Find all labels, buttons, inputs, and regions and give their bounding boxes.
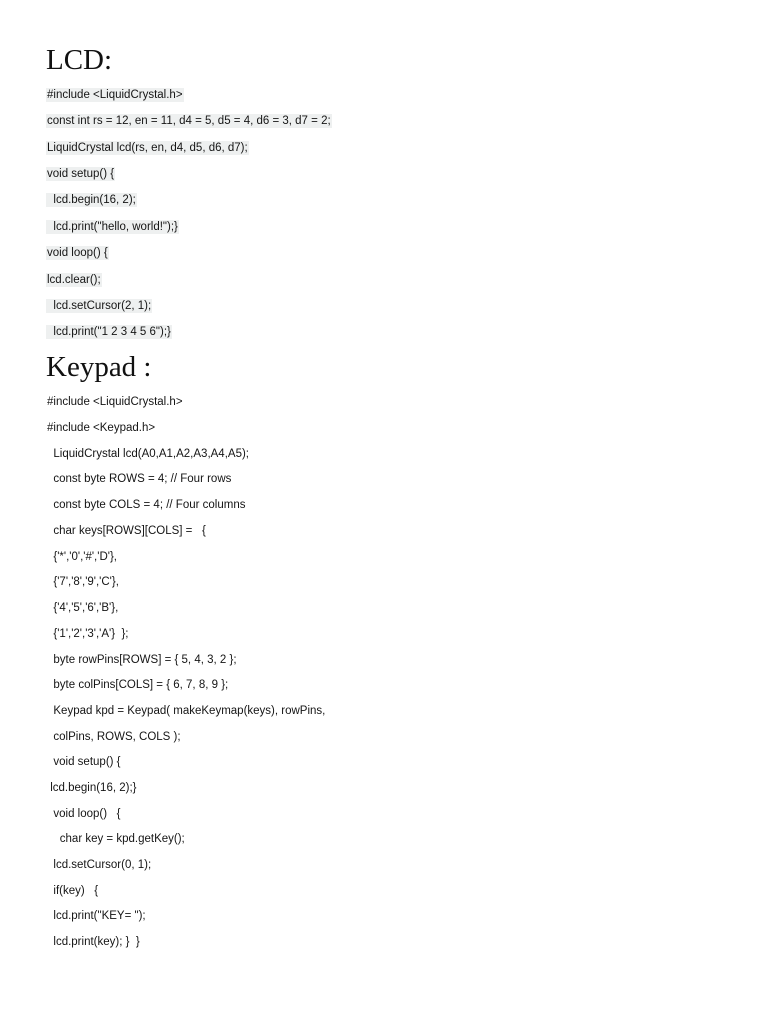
keypad-code-line: #include <Keypad.h> [47, 422, 156, 434]
lcd-code-line: lcd.clear(); [47, 274, 101, 286]
keypad-code-line: lcd.print("KEY= "); [47, 910, 146, 922]
keypad-code-line: {'7','8','9','C'}, [47, 576, 119, 588]
keypad-code-line: #include <LiquidCrystal.h> [47, 396, 183, 408]
keypad-code-line: byte colPins[COLS] = { 6, 7, 8, 9 }; [47, 679, 229, 691]
lcd-code-line: LiquidCrystal lcd(rs, en, d4, d5, d6, d7); [47, 142, 248, 154]
keypad-code-line: byte rowPins[ROWS] = { 5, 4, 3, 2 }; [47, 654, 237, 666]
keypad-code-line: LiquidCrystal lcd(A0,A1,A2,A3,A4,A5); [47, 448, 249, 460]
keypad-code-line: const byte ROWS = 4; // Four rows [47, 473, 232, 485]
keypad-code-line: char keys[ROWS][COLS] = { [47, 525, 206, 537]
keypad-code-line: lcd.begin(16, 2);} [47, 782, 137, 794]
keypad-code-line: {'1','2','3','A'} }; [47, 628, 129, 640]
keypad-code-line: lcd.setCursor(0, 1); [47, 859, 152, 871]
keypad-code-line: char key = kpd.getKey(); [47, 833, 185, 845]
keypad-code-line: Keypad kpd = Keypad( makeKeymap(keys), rowPins, [47, 705, 326, 717]
lcd-code-line: const int rs = 12, en = 11, d4 = 5, d5 = 4, d6 = 3, d7 = 2; [47, 115, 331, 127]
lcd-code-line: void loop() { [47, 247, 108, 259]
lcd-code-line: lcd.print("hello, world!");} [47, 221, 178, 233]
keypad-code-line: {'4','5','6','B'}, [47, 602, 119, 614]
lcd-heading: LCD: [46, 44, 113, 76]
lcd-code-line: lcd.setCursor(2, 1); [47, 300, 152, 312]
lcd-code-line: lcd.print("1 2 3 4 5 6");} [47, 326, 171, 338]
keypad-code-line: void setup() { [47, 756, 121, 768]
keypad-code-line: {'*','0','#','D'}, [47, 551, 117, 563]
keypad-code-line: const byte COLS = 4; // Four columns [47, 499, 246, 511]
keypad-code-line: void loop() { [47, 808, 121, 820]
lcd-code-line: #include <LiquidCrystal.h> [47, 89, 183, 101]
keypad-code-line: colPins, ROWS, COLS ); [47, 731, 181, 743]
lcd-code-line: void setup() { [47, 168, 115, 180]
keypad-code-line: lcd.print(key); } } [47, 936, 140, 948]
keypad-code-line: if(key) { [47, 885, 99, 897]
keypad-heading: Keypad : [46, 351, 152, 383]
lcd-code-line: lcd.begin(16, 2); [47, 194, 136, 206]
